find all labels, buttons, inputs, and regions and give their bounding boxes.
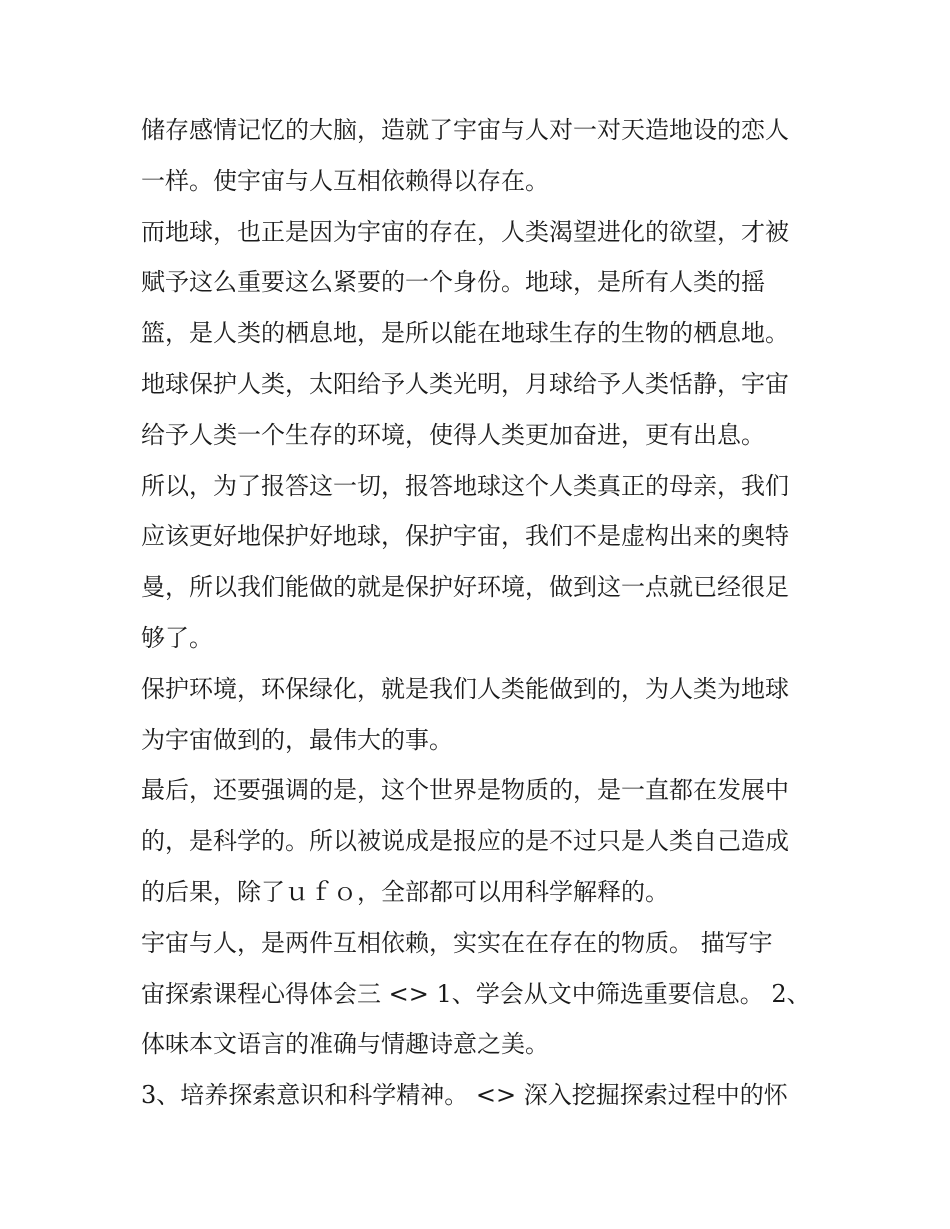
text-line: 的后果，除了ｕｆｏ，全部都可以用科学解释的。 bbox=[141, 877, 669, 906]
text-line: 为宇宙做到的，最伟大的事。 bbox=[141, 725, 453, 754]
text-line: 储存感情记忆的大脑，造就了宇宙与人对一对天造地设的恋人 bbox=[141, 116, 789, 144]
text-line: 给予人类一个生存的环境，使得人类更加奋进，更有出息。 bbox=[141, 420, 765, 449]
text-line: 而地球，也正是因为宇宙的存在，人类渴望进化的欲望，才被 bbox=[141, 217, 789, 246]
text-line: 赋予这么重要这么紧要的一个身份。地球，是所有人类的摇 bbox=[141, 268, 765, 297]
document-body bbox=[141, 105, 821, 1121]
text-line: 一样。使宇宙与人互相依赖得以存在。 bbox=[141, 166, 549, 195]
text-line: 地球保护人类，太阳给予人类光明，月球给予人类恬静，宇宙 bbox=[141, 369, 789, 398]
text-line: 保护环境，环保绿化，就是我们人类能做到的，为人类为地球 bbox=[141, 674, 789, 703]
text-line: 体味本文语言的准确与情趣诗意之美。 bbox=[141, 1030, 549, 1059]
text-line: 的，是科学的。所以被说成是报应的是不过只是人类自己造成 bbox=[141, 827, 789, 856]
text-line: 够了。 bbox=[141, 623, 213, 652]
text-line: 宙探索课程心得体会三 <> 1、学会从文中筛选重要信息。 2、 bbox=[141, 979, 811, 1008]
text-line: 曼，所以我们能做的就是保护好环境，做到这一点就已经很足 bbox=[141, 573, 789, 602]
text-line: 篮，是人类的栖息地，是所以能在地球生存的生物的栖息地。 bbox=[141, 319, 789, 348]
text-line: 所以，为了报答这一切，报答地球这个人类真正的母亲，我们 bbox=[141, 471, 789, 500]
text-line: 3、培养探索意识和科学精神。 <> 深入挖掘探索过程中的怀 bbox=[141, 1081, 788, 1110]
text-line: 最后，还要强调的是，这个世界是物质的，是一直都在发展中 bbox=[141, 776, 789, 805]
text-line: 应该更好地保护好地球，保护宇宙，我们不是虚构出来的奥特 bbox=[141, 522, 789, 551]
text-line: 宇宙与人，是两件互相依赖，实实在在存在的物质。 描写宇 bbox=[141, 928, 773, 957]
